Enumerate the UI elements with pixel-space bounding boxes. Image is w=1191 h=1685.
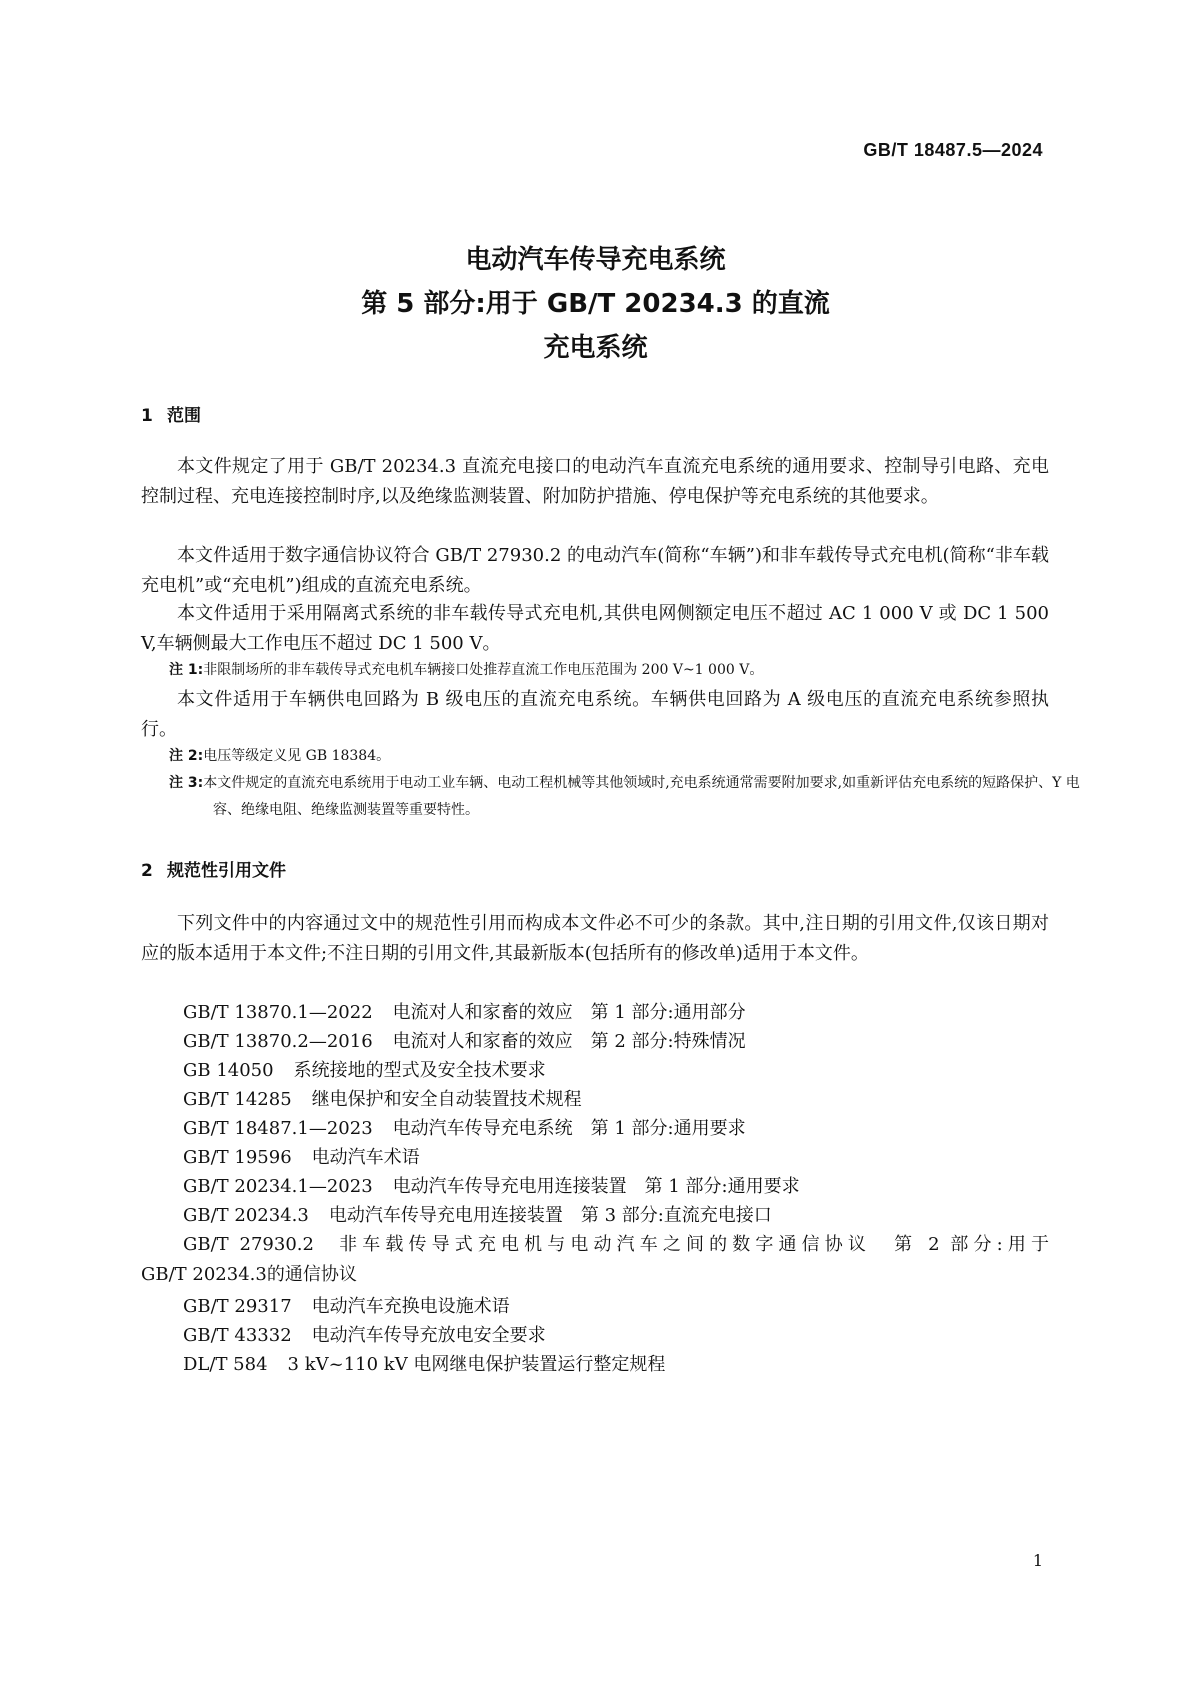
standard-number: GB/T 18487.5—2024 <box>863 140 1043 160</box>
note-2-text: 电压等级定义见 GB 18384。 <box>203 748 391 764</box>
reference-code: GB/T 14285 <box>183 1089 292 1110</box>
reference-title: 电动汽车传导充电系统 第 1 部分:通用要求 <box>392 1118 746 1139</box>
section-2-title: 规范性引用文件 <box>167 861 286 881</box>
page-number: 1 <box>1032 1551 1043 1570</box>
reference-item <box>183 1027 1049 1057</box>
note-2 <box>169 743 1049 770</box>
scope-paragraph-4: 本文件适用于车辆供电回路为 B 级电压的直流充电系统。车辆供电回路为 A 级电压的直流充电系统参照执行。 <box>141 689 1049 740</box>
reference-code: GB/T 43332 <box>183 1325 292 1346</box>
reference-title: 继电保护和安全自动装置技术规程 <box>311 1089 582 1110</box>
note-1-label: 注 1: <box>169 662 204 678</box>
section-2-heading <box>141 856 286 881</box>
reference-code: GB/T 18487.1—2023 <box>183 1118 373 1139</box>
document-title <box>0 238 1191 370</box>
reference-item <box>183 1292 1049 1322</box>
reference-title: 电动汽车术语 <box>311 1147 420 1168</box>
reference-item <box>183 1172 1049 1202</box>
reference-first-line <box>141 1230 1049 1260</box>
title-line-2: 第 5 部分:用于 GB/T 20234.3 的直流 <box>361 289 830 319</box>
reference-item <box>183 1085 1049 1115</box>
reference-title: 电动汽车传导充电用连接装置 第 1 部分:通用要求 <box>392 1176 800 1197</box>
reference-code: GB/T 19596 <box>183 1147 292 1168</box>
reference-code: GB/T 20234.1—2023 <box>183 1176 373 1197</box>
reference-item <box>183 998 1049 1028</box>
reference-item <box>183 1350 1049 1380</box>
reference-code: GB/T 27930.2 <box>183 1234 314 1255</box>
title-line-1: 电动汽车传导充电系统 <box>465 245 726 275</box>
reference-code: GB 14050 <box>183 1060 274 1081</box>
reference-title: 电动汽车传导充电用连接装置 第 3 部分:直流充电接口 <box>328 1205 772 1226</box>
reference-title: 系统接地的型式及安全技术要求 <box>293 1060 546 1081</box>
reference-title: 电流对人和家畜的效应 第 2 部分:特殊情况 <box>392 1031 746 1052</box>
reference-title: 非车载传导式充电机与电动汽车之间的数字通信协议 第 2 部分:用于 <box>333 1234 1049 1255</box>
section-2-number: 2 <box>141 861 153 881</box>
reference-item <box>183 1201 1049 1231</box>
scope-paragraph-3: 本文件适用于采用隔离式系统的非车载传导式充电机,其供电网侧额定电压不超过 AC 1 000 V 或 DC 1 500 V,车辆侧最大工作电压不超过 DC 1 500 V。 <box>141 603 1049 654</box>
reference-continuation: GB/T 20234.3的通信协议 <box>141 1264 357 1285</box>
reference-item <box>141 1230 1049 1290</box>
reference-item <box>183 1143 1049 1173</box>
note-3 <box>169 770 1093 824</box>
reference-code: GB/T 29317 <box>183 1296 292 1317</box>
reference-code: GB/T 13870.2—2016 <box>183 1031 373 1052</box>
reference-code: GB/T 20234.3 <box>183 1205 309 1226</box>
note-2-label: 注 2: <box>169 748 204 764</box>
scope-paragraph-2: 本文件适用于数字通信协议符合 GB/T 27930.2 的电动汽车(简称“车辆”)和非车载传导式充电机(简称“非车载充电机”或“充电机”)组成的直流充电系统。 <box>141 545 1049 596</box>
reference-code: GB/T 13870.1—2022 <box>183 1002 373 1023</box>
note-3-label: 注 3: <box>169 775 204 791</box>
note-1-text: 非限制场所的非车载传导式充电机车辆接口处推荐直流工作电压范围为 200 V~1 000 V。 <box>203 662 764 678</box>
note-1 <box>169 657 1049 684</box>
scope-paragraph-1: 本文件规定了用于 GB/T 20234.3 直流充电接口的电动汽车直流充电系统的通用要求、控制导引电路、充电控制过程、充电连接控制时序,以及绝缘监测装置、附加防护措施、停电保护等充电系统的其他要求。 <box>141 456 1049 507</box>
reference-title: 3 kV~110 kV 电网继电保护装置运行整定规程 <box>287 1354 666 1375</box>
reference-code: DL/T 584 <box>183 1354 268 1375</box>
section-1-number: 1 <box>141 406 153 426</box>
note-3-text: 本文件规定的直流充电系统用于电动工业车辆、电动工程机械等其他领域时,充电系统通常需要附加要求,如重新评估充电系统的短路保护、Y 电容、绝缘电阻、绝缘监测装置等重要特性。 <box>203 775 1080 818</box>
title-line-3: 充电系统 <box>543 333 648 363</box>
reference-title: 电流对人和家畜的效应 第 1 部分:通用部分 <box>392 1002 746 1023</box>
references-intro: 下列文件中的内容通过文中的规范性引用而构成本文件必不可少的条款。其中,注日期的引用文件,仅该日期对应的版本适用于本文件;不注日期的引用文件,其最新版本(包括所有的修改单)适用于本文件。 <box>141 913 1049 964</box>
reference-item <box>183 1114 1049 1144</box>
reference-title: 电动汽车充换电设施术语 <box>311 1296 510 1317</box>
section-1-title: 范围 <box>167 406 201 426</box>
reference-title: 电动汽车传导充放电安全要求 <box>311 1325 546 1346</box>
section-1-heading <box>141 401 201 426</box>
reference-item <box>183 1321 1049 1351</box>
reference-item <box>183 1056 1049 1086</box>
